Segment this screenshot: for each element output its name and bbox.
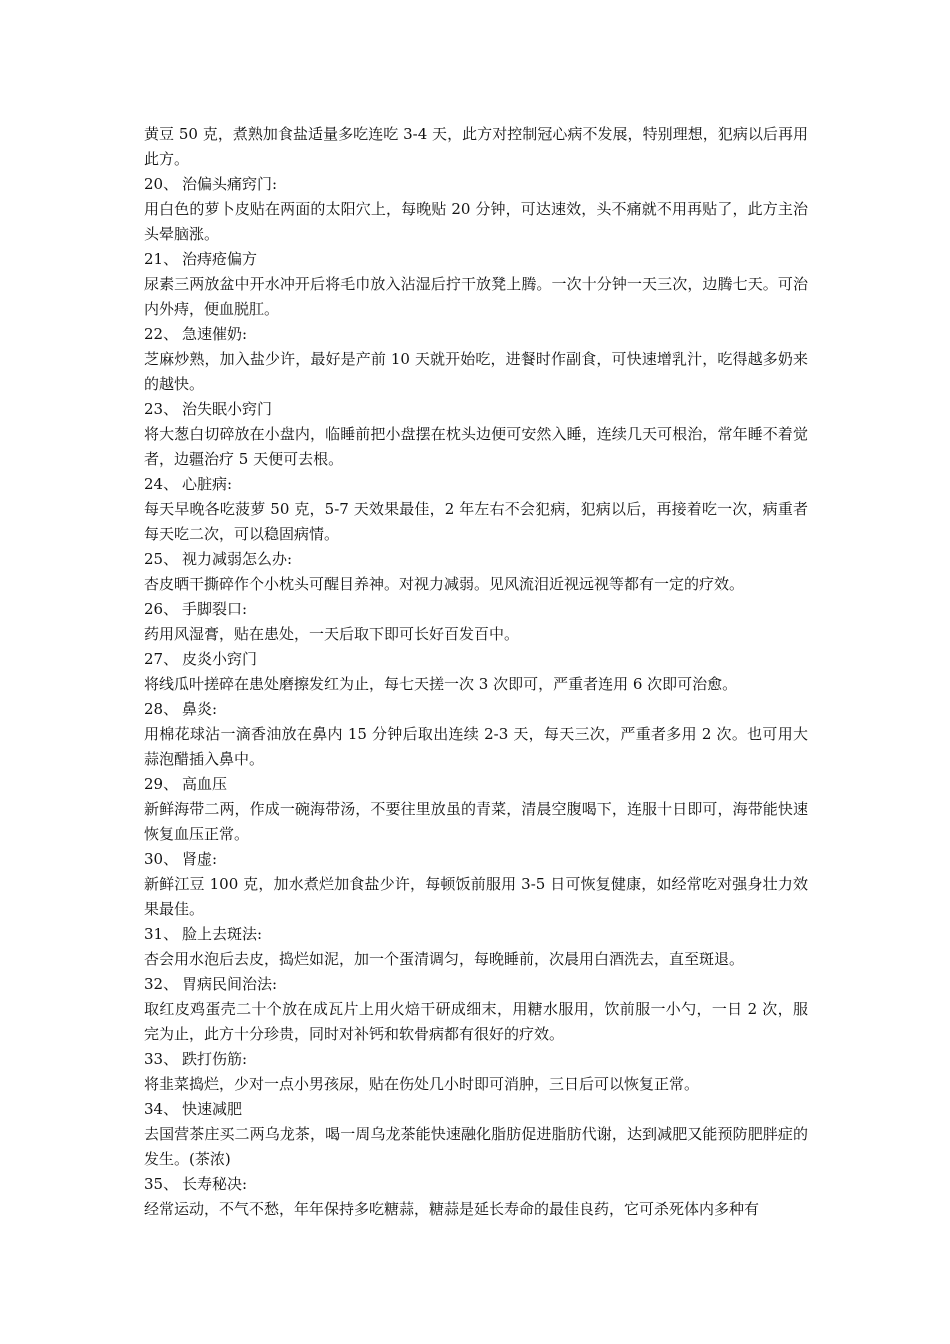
section-title: 长寿秘决: — [182, 1175, 248, 1193]
section-number: 30、 — [144, 850, 179, 868]
section-heading — [144, 547, 808, 572]
section-number: 20、 — [144, 175, 179, 193]
section-title: 心脏病: — [182, 475, 233, 493]
section-title: 治失眠小窍门 — [182, 400, 273, 418]
section-body: 去国营茶庄买二两乌龙茶，喝一周乌龙茶能快速融化脂肪促进脂肪代谢，达到减肥又能预防肥胖症的发生。(茶浓) — [144, 1125, 808, 1168]
section-heading — [144, 922, 808, 947]
section-body: 经常运动，不气不愁，年年保持多吃糖蒜，糖蒜是延长寿命的最佳良药，它可杀死体内多种有 — [144, 1200, 760, 1218]
section-number: 34、 — [144, 1100, 179, 1118]
section-body: 用白色的萝卜皮贴在两面的太阳穴上，每晚贴 20 分钟，可达速效，头不痛就不用再贴了，此方主治头晕脑涨。 — [144, 200, 808, 243]
section-heading — [144, 972, 808, 997]
section-heading — [144, 1047, 808, 1072]
section-title: 手脚裂口: — [182, 600, 248, 618]
section-title: 视力减弱怎么办: — [182, 550, 293, 568]
section-title: 肾虚: — [182, 850, 218, 868]
section-number: 35、 — [144, 1175, 179, 1193]
section-body: 药用风湿膏，贴在患处，一天后取下即可长好百发百中。 — [144, 625, 520, 643]
section-heading — [144, 1097, 808, 1122]
intro-paragraph: 黄豆 50 克，煮熟加食盐适量多吃连吃 3-4 天，此方对控制冠心病不发展，特别理想，犯病以后再用此方。 — [144, 125, 808, 168]
section-number: 32、 — [144, 975, 179, 993]
section-number: 28、 — [144, 700, 179, 718]
section-number: 22、 — [144, 325, 179, 343]
section-heading — [144, 472, 808, 497]
section-body: 新鲜江豆 100 克，加水煮烂加食盐少许，每顿饭前服用 3-5 日可恢复健康，如经常吃对强身壮力效果最佳。 — [144, 875, 808, 918]
section-heading — [144, 847, 808, 872]
section-heading — [144, 647, 808, 672]
section-body: 取红皮鸡蛋壳二十个放在成瓦片上用火焙干研成细末，用糖水服用，饮前服一小勺，一日 2 次，服完为止，此方十分珍贵，同时对补钙和软骨病都有很好的疗效。 — [144, 1000, 808, 1043]
document-page — [144, 122, 808, 1222]
section-number: 24、 — [144, 475, 179, 493]
section-title: 皮炎小窍门 — [182, 650, 258, 668]
section-body: 杏皮晒干撕碎作个小枕头可醒目养神。对视力减弱。见风流泪近视远视等都有一定的疗效。 — [144, 575, 745, 593]
section-body: 将韭菜捣烂，少对一点小男孩尿，贴在伤处几小时即可消肿，三日后可以恢复正常。 — [144, 1075, 700, 1093]
section-body: 尿素三两放盆中开水冲开后将毛巾放入沾湿后拧干放凳上腾。一次十分钟一天三次，边腾七天。可治内外痔，便血脱肛。 — [144, 275, 808, 318]
section-title: 跌打伤筋: — [182, 1050, 248, 1068]
section-heading — [144, 697, 808, 722]
section-body: 芝麻炒熟，加入盐少许，最好是产前 10 天就开始吃，进餐时作副食，可快速增乳汁，吃得越多奶来的越快。 — [144, 350, 808, 393]
section-heading — [144, 1172, 808, 1197]
section-title: 高血压 — [182, 775, 228, 793]
section-heading — [144, 597, 808, 622]
section-number: 23、 — [144, 400, 179, 418]
section-title: 脸上去斑法: — [182, 925, 263, 943]
section-body: 用棉花球沾一滴香油放在鼻内 15 分钟后取出连续 2-3 天，每天三次，严重者多用 2 次。也可用大蒜泡醋插入鼻中。 — [144, 725, 808, 768]
section-number: 21、 — [144, 250, 179, 268]
section-body: 新鲜海带二两，作成一碗海带汤，不要往里放虽的青菜，清晨空腹喝下，连服十日即可，海带能快速恢复血压正常。 — [144, 800, 808, 843]
sections-list — [144, 172, 808, 1222]
section-heading — [144, 322, 808, 347]
section-body: 每天早晚各吃菠萝 50 克，5-7 天效果最佳，2 年左右不会犯病，犯病以后，再接着吃一次，病重者每天吃二次，可以稳固病情。 — [144, 500, 808, 543]
section-title: 治偏头痛窍门: — [182, 175, 278, 193]
section-title: 鼻炎: — [182, 700, 218, 718]
section-body: 将大葱白切碎放在小盘内，临睡前把小盘摆在枕头边便可安然入睡，连续几天可根治，常年睡不着觉者，边疆治疗 5 天便可去根。 — [144, 425, 808, 468]
section-number: 29、 — [144, 775, 179, 793]
section-heading — [144, 397, 808, 422]
section-heading — [144, 172, 808, 197]
section-heading — [144, 247, 808, 272]
section-title: 胃病民间治法: — [182, 975, 278, 993]
section-body: 将线瓜叶搓碎在患处磨擦发红为止，每七天搓一次 3 次即可，严重者连用 6 次即可治愈。 — [144, 675, 738, 693]
section-body: 杏会用水泡后去皮，捣烂如泥，加一个蛋清调匀，每晚睡前，次晨用白酒洗去，直至斑退。 — [144, 950, 745, 968]
section-number: 31、 — [144, 925, 179, 943]
section-heading — [144, 772, 808, 797]
section-number: 33、 — [144, 1050, 179, 1068]
section-number: 26、 — [144, 600, 179, 618]
section-number: 27、 — [144, 650, 179, 668]
section-number: 25、 — [144, 550, 179, 568]
section-title: 治痔疮偏方 — [182, 250, 258, 268]
section-title: 快速减肥 — [182, 1100, 243, 1118]
section-title: 急速催奶: — [182, 325, 248, 343]
